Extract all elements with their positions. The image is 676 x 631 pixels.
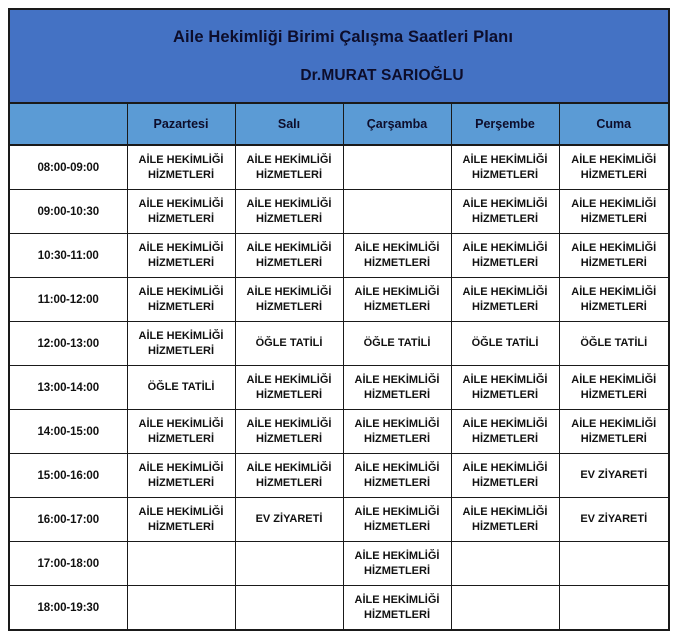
schedule-cell-lunch: [451, 322, 559, 366]
table-row: [9, 278, 669, 322]
schedule-cell-service: [559, 190, 669, 234]
cell-text-line: AİLE HEKİMLİĞİ: [138, 505, 224, 518]
column-header-carsamba: Çarşamba: [343, 103, 451, 145]
column-header-cuma: Cuma: [559, 103, 669, 145]
cell-text-line: AİLE HEKİMLİĞİ: [462, 241, 548, 254]
cell-text-line: HİZMETLERİ: [580, 212, 647, 225]
time-slot-label: 13:00-14:00: [9, 366, 127, 410]
cell-text-line: HİZMETLERİ: [148, 476, 214, 489]
schedule-cell-service: [559, 278, 669, 322]
schedule-cell-service: [451, 498, 559, 542]
table-body: [9, 145, 669, 630]
schedule-cell-lunch: [343, 322, 451, 366]
column-header-pazartesi: Pazartesi: [127, 103, 235, 145]
cell-text-line: AİLE HEKİMLİĞİ: [246, 197, 332, 210]
working-hours-table: [8, 8, 670, 631]
schedule-cell-service: [127, 454, 235, 498]
cell-text-line: HİZMETLERİ: [148, 432, 214, 445]
schedule-cell-empty: [343, 190, 451, 234]
cell-text-line: HİZMETLERİ: [148, 212, 214, 225]
schedule-cell-service: [235, 410, 343, 454]
cell-text-line: AİLE HEKİMLİĞİ: [354, 241, 440, 254]
cell-text-line: AİLE HEKİMLİĞİ: [138, 153, 224, 166]
column-header-persembe: Perşembe: [451, 103, 559, 145]
cell-text-line: AİLE HEKİMLİĞİ: [138, 241, 224, 254]
cell-text-line: HİZMETLERİ: [472, 300, 538, 313]
time-slot-label: 10:30-11:00: [9, 234, 127, 278]
schedule-cell-service: [343, 542, 451, 586]
schedule-cell-service: [451, 278, 559, 322]
schedule-cell-service: [127, 410, 235, 454]
schedule-cell-service: [235, 190, 343, 234]
table-row: [9, 410, 669, 454]
schedule-cell-service: [343, 454, 451, 498]
cell-text-line: EV ZİYARETİ: [580, 469, 648, 482]
cell-text-line: AİLE HEKİMLİĞİ: [462, 373, 548, 386]
cell-text-line: HİZMETLERİ: [364, 388, 430, 401]
schedule-cell-service: [235, 366, 343, 410]
cell-text-line: AİLE HEKİMLİĞİ: [246, 153, 332, 166]
cell-text-line: ÖĞLE TATİLİ: [580, 337, 648, 350]
schedule-cell-service: [235, 454, 343, 498]
schedule-cell-empty: [235, 542, 343, 586]
cell-text-line: AİLE HEKİMLİĞİ: [246, 241, 332, 254]
schedule-cell-empty: [559, 542, 669, 586]
schedule-cell-empty: [559, 586, 669, 631]
cell-text-line: HİZMETLERİ: [472, 256, 538, 269]
cell-text-line: HİZMETLERİ: [148, 256, 214, 269]
cell-text-line: HİZMETLERİ: [256, 388, 322, 401]
doctor-name: Dr.MURAT SARIOĞLU: [300, 67, 464, 85]
cell-text-line: AİLE HEKİMLİĞİ: [571, 285, 657, 298]
cell-text-line: AİLE HEKİMLİĞİ: [246, 285, 332, 298]
schedule-cell-service: [235, 145, 343, 190]
cell-text-line: HİZMETLERİ: [472, 520, 538, 533]
cell-text-line: AİLE HEKİMLİĞİ: [571, 417, 657, 430]
schedule-cell-empty: [127, 542, 235, 586]
cell-text-line: HİZMETLERİ: [364, 432, 430, 445]
cell-text-line: AİLE HEKİMLİĞİ: [462, 417, 548, 430]
cell-text-line: AİLE HEKİMLİĞİ: [571, 197, 657, 210]
table-row: [9, 498, 669, 542]
schedule-cell-service: [343, 498, 451, 542]
schedule-cell-service: [127, 234, 235, 278]
schedule-cell-service: [127, 322, 235, 366]
schedule-cell-visit: [559, 498, 669, 542]
corner-cell: [9, 103, 127, 145]
cell-text-line: EV ZİYARETİ: [580, 513, 648, 526]
schedule-cell-service: [451, 410, 559, 454]
cell-text-line: AİLE HEKİMLİĞİ: [138, 417, 224, 430]
cell-text-line: HİZMETLERİ: [364, 608, 430, 621]
cell-text-line: HİZMETLERİ: [472, 476, 538, 489]
cell-text-line: AİLE HEKİMLİĞİ: [354, 417, 440, 430]
schedule-cell-service: [127, 190, 235, 234]
schedule-cell-service: [235, 278, 343, 322]
cell-text-line: AİLE HEKİMLİĞİ: [354, 505, 440, 518]
schedule-cell-service: [451, 366, 559, 410]
cell-text-line: AİLE HEKİMLİĞİ: [354, 461, 440, 474]
cell-text-line: HİZMETLERİ: [256, 212, 322, 225]
schedule-cell-service: [127, 278, 235, 322]
table-row: [9, 322, 669, 366]
cell-text-line: HİZMETLERİ: [364, 476, 430, 489]
cell-text-line: EV ZİYARETİ: [255, 513, 323, 526]
cell-text-line: AİLE HEKİMLİĞİ: [354, 549, 440, 562]
schedule-cell-service: [451, 145, 559, 190]
cell-text-line: AİLE HEKİMLİĞİ: [246, 461, 332, 474]
schedule-cell-service: [343, 234, 451, 278]
title-row: [9, 9, 669, 103]
table-row: [9, 190, 669, 234]
schedule-cell-lunch: [235, 322, 343, 366]
schedule-cell-service: [343, 278, 451, 322]
cell-text-line: AİLE HEKİMLİĞİ: [462, 197, 548, 210]
cell-text-line: HİZMETLERİ: [256, 256, 322, 269]
cell-text-line: HİZMETLERİ: [364, 564, 430, 577]
page-title: Aile Hekimliği Birimi Çalışma Saatleri Planı: [172, 27, 514, 46]
cell-text-line: HİZMETLERİ: [364, 256, 430, 269]
cell-text-line: AİLE HEKİMLİĞİ: [462, 505, 548, 518]
title-banner: [9, 9, 669, 103]
day-header-row: [9, 103, 669, 145]
cell-text-line: HİZMETLERİ: [256, 300, 322, 313]
cell-text-line: HİZMETLERİ: [580, 388, 647, 401]
schedule-cell-lunch: [559, 322, 669, 366]
cell-text-line: AİLE HEKİMLİĞİ: [138, 285, 224, 298]
time-slot-label: 08:00-09:00: [9, 145, 127, 190]
cell-text-line: AİLE HEKİMLİĞİ: [246, 417, 332, 430]
cell-text-line: ÖĞLE TATİLİ: [255, 337, 323, 350]
cell-text-line: AİLE HEKİMLİĞİ: [354, 285, 440, 298]
schedule-cell-visit: [559, 454, 669, 498]
time-slot-label: 17:00-18:00: [9, 542, 127, 586]
time-slot-label: 15:00-16:00: [9, 454, 127, 498]
table-row: [9, 366, 669, 410]
schedule-cell-service: [127, 145, 235, 190]
cell-text-line: HİZMETLERİ: [148, 168, 214, 181]
cell-text-line: HİZMETLERİ: [580, 256, 647, 269]
schedule-cell-empty: [127, 586, 235, 631]
time-slot-label: 14:00-15:00: [9, 410, 127, 454]
cell-text-line: HİZMETLERİ: [580, 432, 647, 445]
cell-text-line: AİLE HEKİMLİĞİ: [462, 285, 548, 298]
schedule-cell-lunch: [127, 366, 235, 410]
time-slot-label: 18:00-19:30: [9, 586, 127, 631]
cell-text-line: HİZMETLERİ: [256, 168, 322, 181]
table-head: [9, 9, 669, 145]
time-slot-label: 11:00-12:00: [9, 278, 127, 322]
cell-text-line: HİZMETLERİ: [472, 388, 538, 401]
cell-text-line: HİZMETLERİ: [364, 520, 430, 533]
cell-text-line: HİZMETLERİ: [256, 432, 322, 445]
schedule-cell-service: [559, 366, 669, 410]
cell-text-line: HİZMETLERİ: [580, 168, 647, 181]
cell-text-line: AİLE HEKİMLİĞİ: [138, 329, 224, 342]
table-row: [9, 145, 669, 190]
cell-text-line: ÖĞLE TATİLİ: [147, 381, 215, 394]
time-slot-label: 09:00-10:30: [9, 190, 127, 234]
schedule-cell-empty: [235, 586, 343, 631]
cell-text-line: AİLE HEKİMLİĞİ: [354, 593, 440, 606]
time-slot-label: 16:00-17:00: [9, 498, 127, 542]
cell-text-line: AİLE HEKİMLİĞİ: [354, 373, 440, 386]
cell-text-line: AİLE HEKİMLİĞİ: [138, 461, 224, 474]
cell-text-line: ÖĞLE TATİLİ: [363, 337, 431, 350]
cell-text-line: AİLE HEKİMLİĞİ: [571, 241, 657, 254]
schedule-cell-service: [235, 234, 343, 278]
schedule-cell-service: [559, 410, 669, 454]
schedule-cell-empty: [451, 542, 559, 586]
schedule-cell-service: [451, 234, 559, 278]
cell-text-line: HİZMETLERİ: [148, 300, 214, 313]
cell-text-line: HİZMETLERİ: [148, 344, 214, 357]
schedule-cell-service: [451, 190, 559, 234]
table-row: [9, 542, 669, 586]
schedule-cell-empty: [451, 586, 559, 631]
time-slot-label: 12:00-13:00: [9, 322, 127, 366]
schedule-cell-service: [127, 498, 235, 542]
table-row: [9, 234, 669, 278]
cell-text-line: HİZMETLERİ: [148, 520, 214, 533]
cell-text-line: AİLE HEKİMLİĞİ: [462, 153, 548, 166]
cell-text-line: HİZMETLERİ: [364, 300, 430, 313]
cell-text-line: HİZMETLERİ: [472, 432, 538, 445]
schedule-cell-visit: [235, 498, 343, 542]
schedule-cell-service: [343, 586, 451, 631]
table-row: [9, 454, 669, 498]
schedule-cell-empty: [343, 145, 451, 190]
schedule-cell-service: [343, 410, 451, 454]
cell-text-line: AİLE HEKİMLİĞİ: [571, 373, 657, 386]
table-row: [9, 586, 669, 631]
cell-text-line: HİZMETLERİ: [472, 212, 538, 225]
cell-text-line: HİZMETLERİ: [580, 300, 647, 313]
cell-text-line: AİLE HEKİMLİĞİ: [246, 373, 332, 386]
schedule-cell-service: [451, 454, 559, 498]
cell-text-line: HİZMETLERİ: [472, 168, 538, 181]
cell-text-line: AİLE HEKİMLİĞİ: [462, 461, 548, 474]
cell-text-line: HİZMETLERİ: [256, 476, 322, 489]
cell-text-line: AİLE HEKİMLİĞİ: [571, 153, 657, 166]
cell-text-line: AİLE HEKİMLİĞİ: [138, 197, 224, 210]
column-header-sali: Salı: [235, 103, 343, 145]
schedule-cell-service: [559, 234, 669, 278]
cell-text-line: ÖĞLE TATİLİ: [471, 337, 539, 350]
schedule-cell-service: [559, 145, 669, 190]
schedule-cell-service: [343, 366, 451, 410]
